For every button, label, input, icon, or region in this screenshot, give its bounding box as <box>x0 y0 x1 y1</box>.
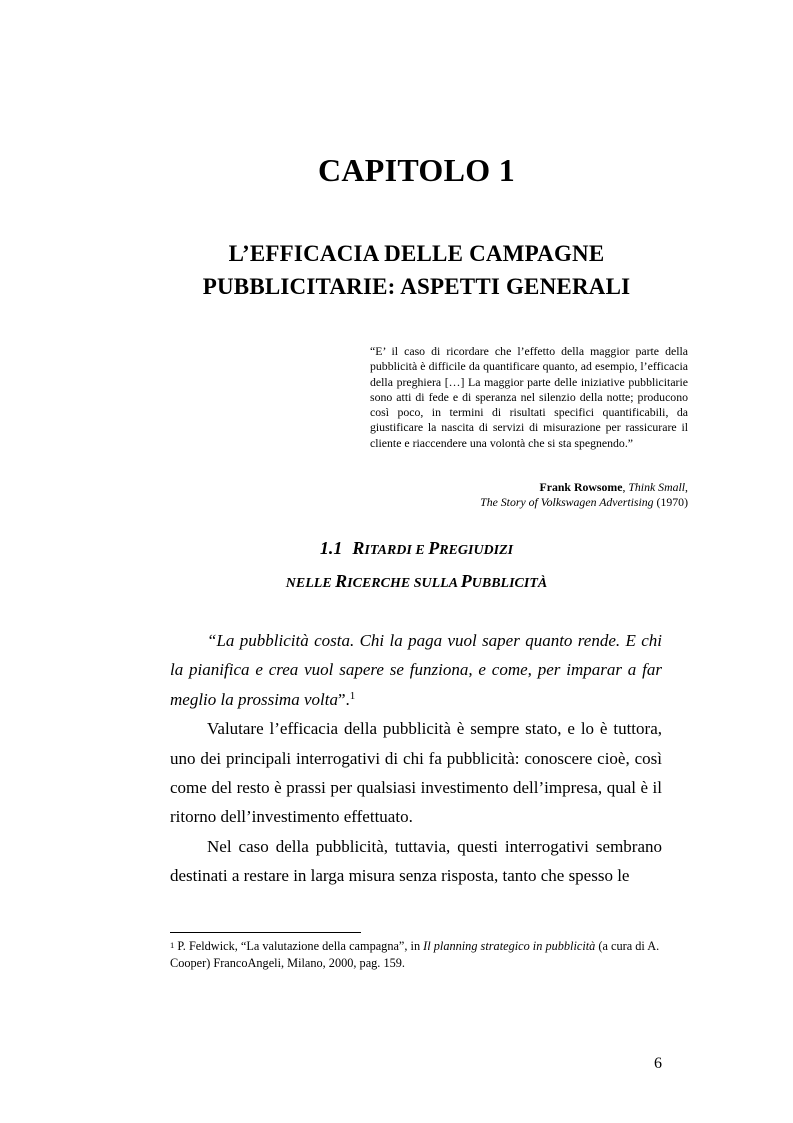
epigraph-author: Frank Rowsome <box>539 480 623 494</box>
chapter-title-line-1: L’EFFICACIA DELLE CAMPAGNE <box>228 241 605 266</box>
section-number: 1.1 <box>319 538 343 558</box>
section-title-segment: ITARDI E <box>364 543 429 558</box>
footnote-reference[interactable]: 1 <box>349 689 356 702</box>
section-title-segment: REGIUDIZI <box>439 543 514 558</box>
epigraph-attribution-line-1 <box>370 480 688 495</box>
paragraph-1 <box>170 626 662 714</box>
footnote-number: 1 <box>170 940 175 950</box>
chapter-title-line-2: PUBBLICITARIE: ASPETTI GENERALI <box>202 274 631 299</box>
chapter-title <box>0 237 793 303</box>
footnote-book-title: Il planning strategico in pubblicità <box>423 939 596 953</box>
opening-quote: “La pubblicità costa. Chi la paga vuol saper quanto rende. E chi la pianifica e crea vuol sapere se funziona, e come, per imparar a far meglio la prossima volta <box>170 631 662 709</box>
footnote-text-before: P. Feldwick, “La valutazione della campagna”, in <box>174 939 424 953</box>
footnote-text-after: (a cura di A. Cooper) FrancoAngeli, Milano, 2000, pag. 159. <box>170 939 660 970</box>
chapter-label: CAPITOLO 1 <box>317 152 516 188</box>
section-title-segment: R <box>352 538 365 558</box>
epigraph-work: Think Small <box>628 480 686 494</box>
section-title-segment: P <box>428 538 440 558</box>
page-number: 6 <box>654 1055 662 1072</box>
epigraph-separator: , <box>622 480 629 494</box>
epigraph-comma: , <box>685 480 688 494</box>
footnote-separator <box>170 932 361 933</box>
section-title-segment: UBBLICITÀ <box>471 576 548 591</box>
footnote <box>170 938 662 972</box>
quote-close: ”. <box>337 689 350 709</box>
epigraph-attribution-line-2 <box>370 495 688 510</box>
epigraph-attribution <box>370 480 688 511</box>
epigraph-year: (1970) <box>653 495 688 510</box>
section-heading <box>0 533 793 599</box>
section-title-line-1 <box>352 538 513 558</box>
paragraph-2: Valutare l’efficacia della pubblicità è sempre stato, e lo è tuttora, uno dei principali interrogativi di chi fa pubblicità: conoscere cioè, così come del resto è prassi per qualsiasi investimento dell’impresa, qual è il ritorno dell’investimento effettuato. <box>170 719 662 827</box>
section-title-segment: P <box>460 571 472 591</box>
paragraph-3: Nel caso della pubblicità, tuttavia, questi interrogativi sembrano destinati a restare in larga misura senza risposta, tanto che spesso le <box>170 836 662 886</box>
section-heading-line-1 <box>0 533 793 566</box>
body-text <box>170 626 662 891</box>
section-title-segment: NELLE <box>285 576 336 591</box>
epigraph-quote: “E’ il caso di ricordare che l’effetto della maggior parte della pubblicità è difficile da quantificare quanto, ad esempio, l’efficacia della preghiera […] La maggior parte delle iniziative pubblicitarie sono atti di fede e di speranza nel silenzio della notte; producono così poco, in termini di risultati specifici quantificabili, da giustificare la nascita di servizi di misurazione per rassicurare il cliente e riaccendere una volontà che si sta spegnendo.” <box>370 344 688 450</box>
section-title-segment: R <box>335 571 348 591</box>
section-title-segment: ICERCHE SULLA <box>347 576 461 591</box>
section-title-line-2 <box>0 566 793 599</box>
epigraph-subtitle: The Story of Volkswagen Advertising <box>480 495 654 510</box>
